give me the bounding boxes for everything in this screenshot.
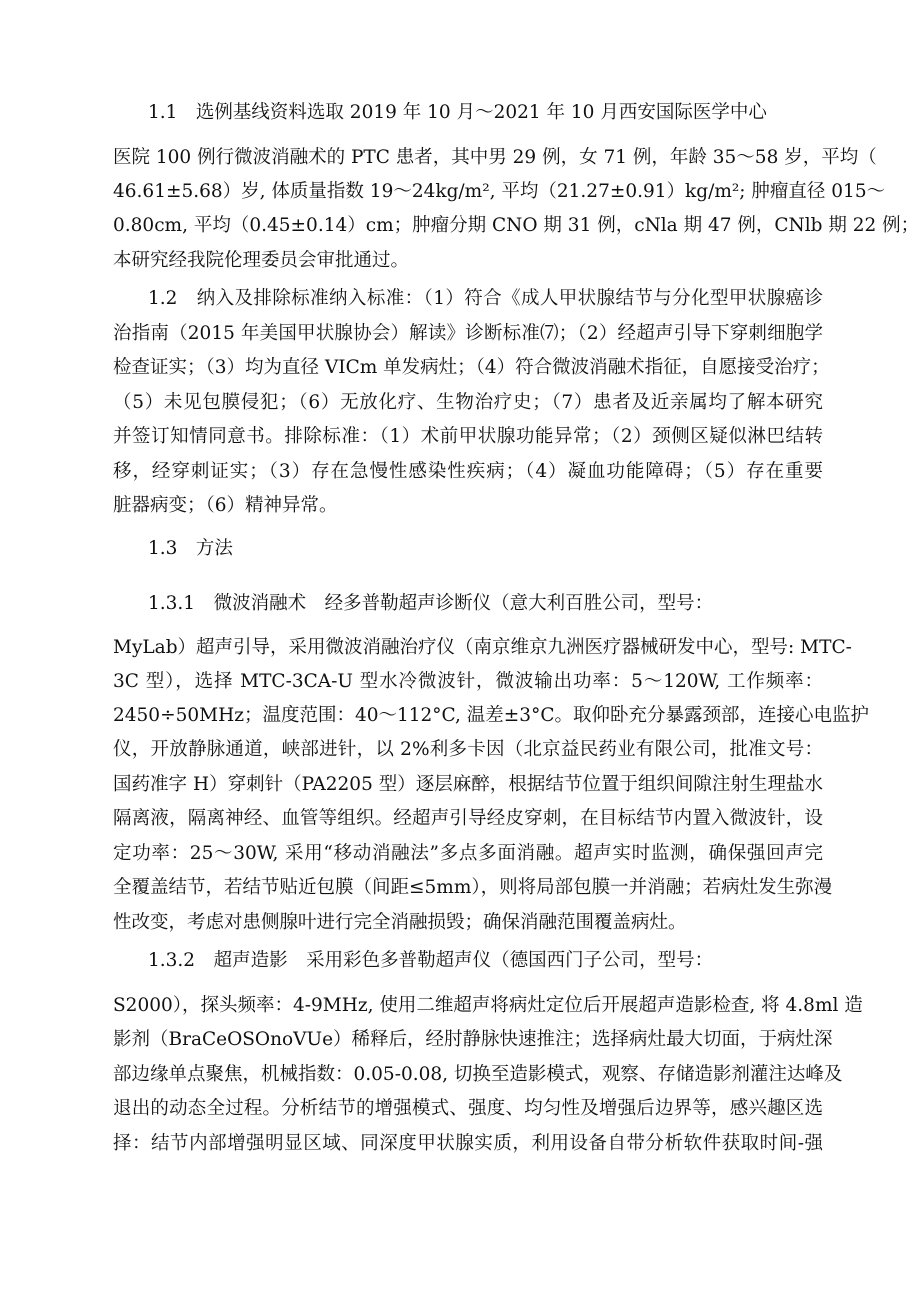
section-1-2-heading-line: 1.2 纳入及排除标准纳入标准：（1）符合《成人甲状腺结节与分化型甲状腺癌诊 — [148, 288, 823, 309]
paragraph-line: 并签订知情同意书。排除标准：（1）术前甲状腺功能异常；（2）颈侧区疑似淋巴结转 — [113, 426, 823, 447]
paragraph-line: 0.80cm, 平均（0.45±0.14）cm；肿瘤分期 CNO 期 31 例，cNla 期 47 例，CNlb 期 22 例； — [113, 215, 920, 236]
paragraph-line: 46.61±5.68）岁, 体质量指数 19～24kg/m², 平均（21.27±0.91）kg/m²; 肿瘤直径 015～ — [113, 181, 886, 202]
paragraph-line: 3C 型），选择 MTC-3CA-U 型水冷微波针，微波输出功率：5～120W, 工作频率： — [113, 671, 823, 692]
paragraph-line: 全覆盖结节，若结节贴近包膜（间距≤5mm），则将局部包膜一并消融；若病灶发生弥漫 — [113, 877, 833, 898]
paragraph-line: 定功率：25～30W, 采用“移动消融法”多点多面消融。超声实时监测，确保强回声完 — [113, 843, 823, 864]
paragraph-line: 脏器病变；（6）精神异常。 — [113, 495, 338, 516]
paragraph-line: 仪，开放静脉通道，峡部进针，以 2%利多卡因（北京益民药业有限公司，批准文号： — [113, 739, 823, 760]
paragraph-line: 医院 100 例行微波消融术的 PTC 患者，其中男 29 例，女 71 例，年龄 35～58 岁，平均（ — [113, 147, 877, 168]
paragraph-line: 择：结节内部增强明显区域、同深度甲状腺实质，利用设备自带分析软件获取时间-强 — [113, 1133, 823, 1154]
paragraph-line: 退出的动态全过程。分析结节的增强模式、强度、均匀性及增强后边界等，感兴趣区选 — [113, 1098, 823, 1119]
paragraph-line: S2000），探头频率：4-9MHz, 使用二维超声将病灶定位后开展超声造影检查, 将 4.8ml 造 — [113, 995, 863, 1016]
paragraph-line: （5）未见包膜侵犯；（6）无放化疗、生物治疗史；（7）患者及近亲属均了解本研究 — [113, 392, 823, 413]
paragraph-line: 影剂（BraCeOSOnoVUe）稀释后，经肘静脉快速推注；选择病灶最大切面，于病灶深 — [113, 1029, 833, 1050]
paragraph-line: 部边缘单点聚焦，机械指数：0.05-0.08, 切换至造影模式，观察、存储造影剂灌注达峰及 — [113, 1064, 843, 1085]
paragraph-line: MyLab）超声引导，采用微波消融治疗仪（南京维京九洲医疗器械研发中心，型号: MTC- — [113, 637, 852, 658]
section-1-3-heading: 1.3 方法 — [148, 538, 233, 559]
paragraph-line: 国药准字 H）穿刺针（PA2205 型）逐层麻醉，根据结节位置于组织间隙注射生理盐水 — [113, 774, 823, 795]
paragraph-line: 检查证实；（3）均为直径 VICm 单发病灶；（4）符合微波消融术指征，自愿接受治疗； — [113, 357, 830, 378]
section-1-3-2-heading-line: 1.3.2 超声造影 采用彩色多普勒超声仪（德国西门子公司，型号： — [148, 950, 714, 971]
section-1-1-heading-line: 1.1 选例基线资料选取 2019 年 10 月～2021 年 10 月西安国际医学中心 — [148, 102, 767, 123]
paragraph-line: 移，经穿刺证实；（3）存在急慢性感染性疾病；（4）凝血功能障碍；（5）存在重要 — [113, 461, 823, 482]
section-1-3-1-heading-line: 1.3.1 微波消融术 经多普勒超声诊断仪（意大利百胜公司，型号： — [148, 593, 714, 614]
paragraph-line: 本研究经我院伦理委员会审批通过。 — [113, 250, 410, 271]
paragraph-line: 隔离液，隔离神经、血管等组织。经超声引导经皮穿刺，在目标结节内置入微波针，设 — [113, 808, 823, 829]
paragraph-line: 2450÷50MHz；温度范围：40～112°C, 温差±3°C。取仰卧充分暴露颈部，连接心电监护 — [113, 705, 869, 726]
paragraph-line: 治指南（2015 年美国甲状腺协会）解读》诊断标准⑺；（2）经超声引导下穿刺细胞学 — [113, 323, 823, 344]
paragraph-line: 性改变，考虑对患侧腺叶进行完全消融损毁；确保消融范围覆盖病灶。 — [113, 912, 687, 933]
